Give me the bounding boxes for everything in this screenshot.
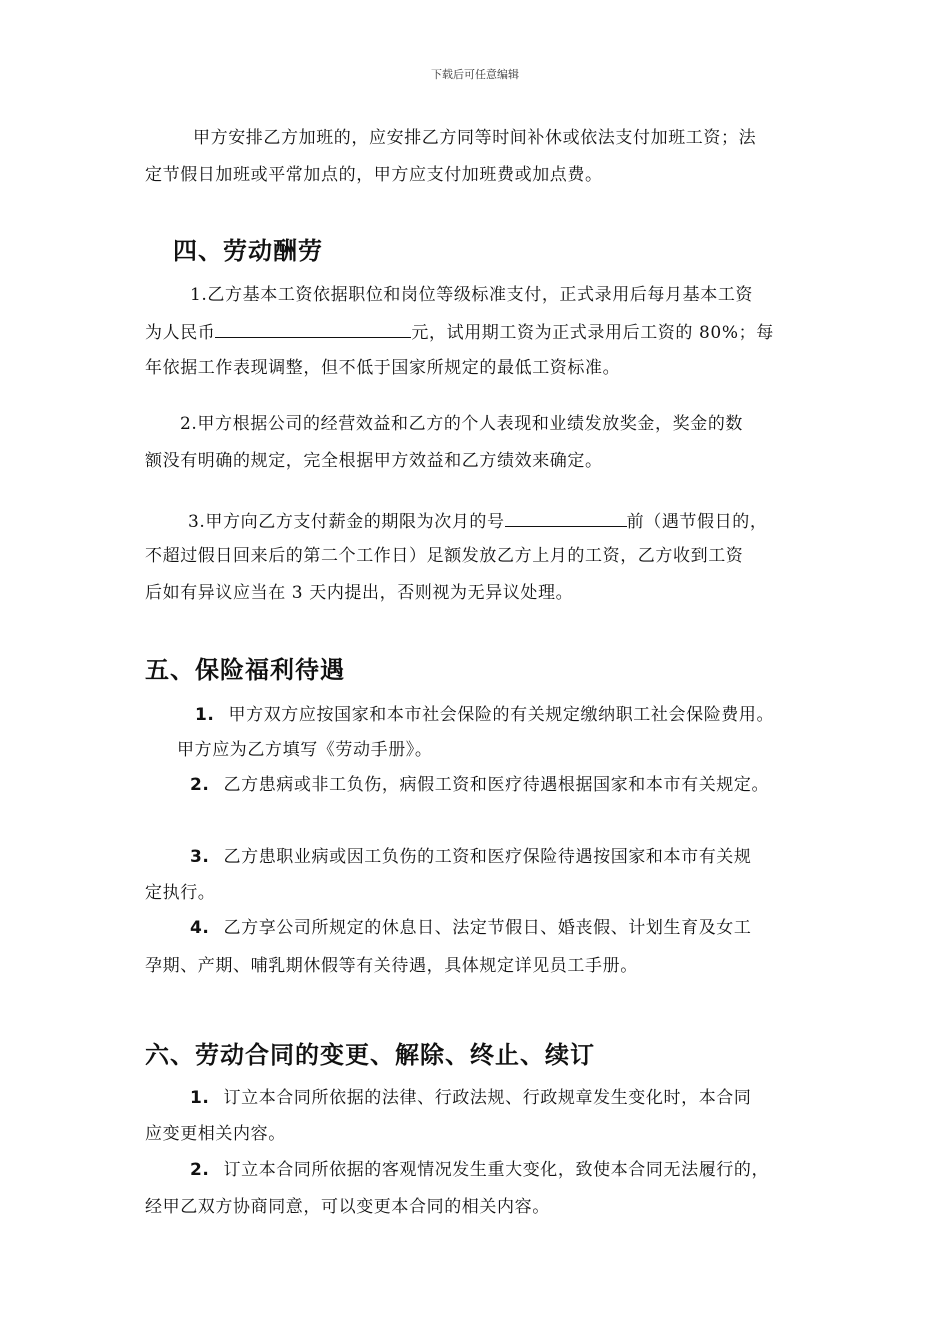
s5-item1-number: 1.	[195, 705, 215, 725]
s6-item1-text: 订立本合同所依据的法律、行政法规、行政规章发生变化时，本合同	[223, 1088, 752, 1108]
s4-item2-line-1: 2.甲方根据公司的经营效益和乙方的个人表现和业绩发放奖金，奖金的数	[180, 414, 744, 434]
salary-amount-blank[interactable]	[215, 321, 411, 338]
s5-item1-text: 甲方双方应按国家和本市社会保险的有关规定缴纳职工社会保险费用。	[228, 705, 775, 725]
section-4-title: 四、劳动酬劳	[173, 237, 323, 265]
s5-item4-line-1	[190, 918, 752, 938]
s4-item3-line-1	[188, 510, 767, 532]
s5-item3-line-1	[190, 847, 752, 867]
s4-item1-line-1: 1.乙方基本工资依据职位和岗位等级标准支付，正式录用后每月基本工资	[190, 285, 754, 305]
s5-item1-line-2: 甲方应为乙方填写《劳动手册》。	[177, 740, 433, 760]
s4-item1-line-3: 年依据工作表现调整，但不低于国家所规定的最低工资标准。	[145, 358, 621, 378]
pay-day-blank[interactable]	[505, 510, 627, 527]
s5-item3-text: 乙方患职业病或因工负伤的工资和医疗保险待遇按国家和本市有关规	[223, 847, 752, 867]
page-header-note: 下载后可任意编辑	[431, 68, 519, 81]
s5-item3-number: 3.	[190, 847, 210, 867]
s6-item1-number: 1.	[190, 1088, 210, 1108]
section-6-title: 六、劳动合同的变更、解除、终止、续订	[145, 1041, 595, 1069]
section-5-title: 五、保险福利待遇	[145, 656, 345, 684]
s4-item1-line-2	[145, 321, 774, 343]
s5-item3-line-2: 定执行。	[145, 883, 216, 903]
s5-item1-line-1	[195, 705, 774, 725]
s6-item1-line-1	[190, 1088, 752, 1108]
s5-item4-text: 乙方享公司所规定的休息日、法定节假日、婚丧假、计划生育及女工	[223, 918, 752, 938]
s6-item2-line-2: 经甲乙双方协商同意，可以变更本合同的相关内容。	[145, 1197, 550, 1217]
s5-item4-line-2: 孕期、产期、哺乳期休假等有关待遇，具体规定详见员工手册。	[145, 956, 638, 976]
s4-item1-line-2-suffix: 元，试用期工资为正式录用后工资的 80%；每	[411, 323, 774, 343]
s4-item3-line-1-suffix: 前（遇节假日的，	[626, 512, 768, 532]
s6-item1-line-2: 应变更相关内容。	[145, 1124, 286, 1144]
s4-item3-line-2: 不超过假日回来后的第二个工作日）足额发放乙方上月的工资，乙方收到工资	[145, 546, 744, 566]
s6-item2-number: 2.	[190, 1160, 210, 1180]
s6-item2-text: 订立本合同所依据的客观情况发生重大变化，致使本合同无法履行的，	[223, 1160, 770, 1180]
s4-item1-line-2-prefix: 为人民币	[145, 323, 216, 343]
s5-item2-line-1	[190, 775, 769, 795]
s4-item3-line-1-prefix: 3.甲方向乙方支付薪金的期限为次月的号	[188, 512, 505, 532]
s5-item4-number: 4.	[190, 918, 210, 938]
intro-line-1: 甲方安排乙方加班的，应安排乙方同等时间补休或依法支付加班工资；法	[193, 128, 757, 148]
s5-item2-text: 乙方患病或非工负伤，病假工资和医疗待遇根据国家和本市有关规定。	[223, 775, 770, 795]
s4-item2-line-2: 额没有明确的规定，完全根据甲方效益和乙方绩效来确定。	[145, 451, 603, 471]
intro-line-2: 定节假日加班或平常加点的，甲方应支付加班费或加点费。	[145, 165, 603, 185]
s6-item2-line-1	[190, 1160, 769, 1180]
s5-item2-number: 2.	[190, 775, 210, 795]
s4-item3-line-3: 后如有异议应当在 3 天内提出，否则视为无异议处理。	[145, 583, 574, 603]
